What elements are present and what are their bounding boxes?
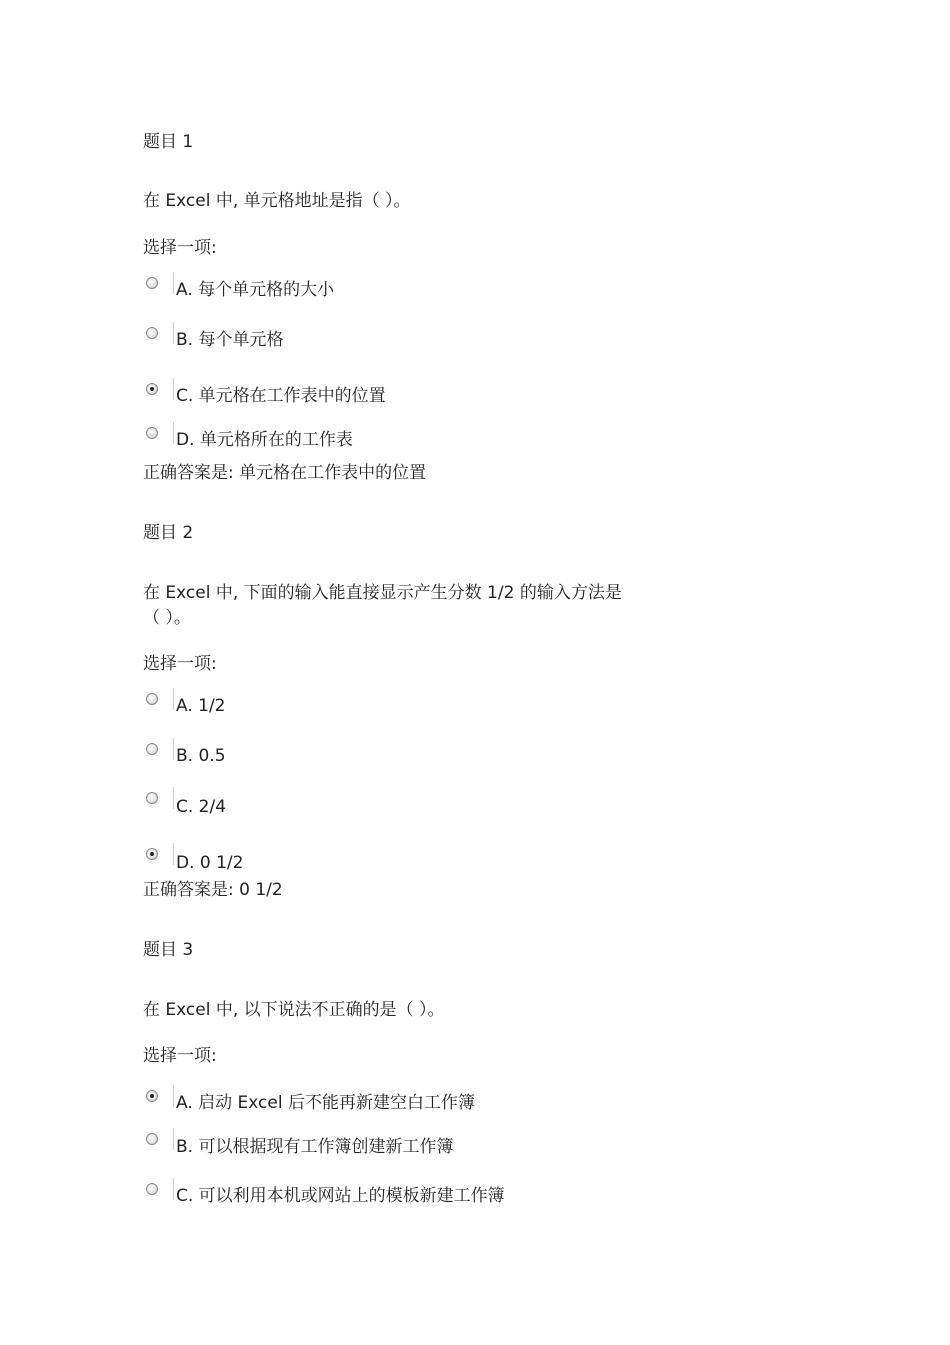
question-2-heading: 题目 2 (143, 523, 194, 543)
question-1-text: 在 Excel 中, 单元格地址是指（ ）。 (143, 191, 411, 211)
question-2-text-line-1: 在 Excel 中, 下面的输入能直接显示产生分数 1/2 的输入方法是 (143, 583, 622, 603)
question-1-prompt: 选择一项: (143, 238, 217, 258)
question-2-option-d-label[interactable]: D. 0 1/2 (176, 853, 244, 873)
question-2-option-b-label[interactable]: B. 0.5 (176, 746, 226, 766)
question-1-heading: 题目 1 (143, 132, 194, 152)
question-3-heading: 题目 3 (143, 940, 194, 960)
question-3-option-a-divider (173, 1085, 174, 1107)
question-3-option-b-divider (173, 1128, 174, 1150)
question-1-option-b-label[interactable]: B. 每个单元格 (176, 330, 284, 350)
question-1-option-d-radio[interactable] (146, 427, 158, 439)
question-2-option-d-divider (173, 843, 174, 865)
question-3-option-c-divider (173, 1178, 174, 1200)
question-1-option-c-divider (173, 378, 174, 400)
question-2-option-a-radio[interactable] (146, 693, 158, 705)
question-3-option-c-radio[interactable] (146, 1183, 158, 1195)
question-3-option-b-label[interactable]: B. 可以根据现有工作簿创建新工作簿 (176, 1137, 454, 1157)
question-1-option-b-divider (173, 322, 174, 344)
question-2-option-b-radio[interactable] (146, 743, 158, 755)
question-3-text: 在 Excel 中, 以下说法不正确的是（ ）。 (143, 1000, 445, 1020)
question-2-answer: 正确答案是: 0 1/2 (143, 880, 283, 900)
question-3-option-a-radio[interactable] (146, 1090, 158, 1102)
question-1-option-a-label[interactable]: A. 每个单元格的大小 (176, 280, 335, 300)
question-1-option-c-radio[interactable] (146, 383, 158, 395)
question-3-prompt: 选择一项: (143, 1046, 217, 1066)
question-2-option-c-divider (173, 787, 174, 809)
question-2-option-b-divider (173, 738, 174, 760)
question-3-option-b-radio[interactable] (146, 1133, 158, 1145)
question-1-option-d-divider (173, 422, 174, 444)
question-1-option-c-label[interactable]: C. 单元格在工作表中的位置 (176, 386, 386, 406)
question-2-option-a-divider (173, 688, 174, 710)
question-1-answer: 正确答案是: 单元格在工作表中的位置 (143, 463, 427, 483)
question-2-option-c-label[interactable]: C. 2/4 (176, 797, 227, 817)
question-2-option-d-radio[interactable] (146, 848, 158, 860)
question-1-option-a-divider (173, 272, 174, 294)
question-1-option-d-label[interactable]: D. 单元格所在的工作表 (176, 430, 353, 450)
question-3-option-a-label[interactable]: A. 启动 Excel 后不能再新建空白工作簿 (176, 1093, 475, 1113)
question-2-option-c-radio[interactable] (146, 792, 158, 804)
question-2-prompt: 选择一项: (143, 654, 217, 674)
question-2-text-line-2: （ ）。 (143, 608, 191, 628)
question-1-option-b-radio[interactable] (146, 327, 158, 339)
question-1-option-a-radio[interactable] (146, 277, 158, 289)
question-2-option-a-label[interactable]: A. 1/2 (176, 696, 226, 716)
question-3-option-c-label[interactable]: C. 可以利用本机或网站上的模板新建工作簿 (176, 1186, 505, 1206)
